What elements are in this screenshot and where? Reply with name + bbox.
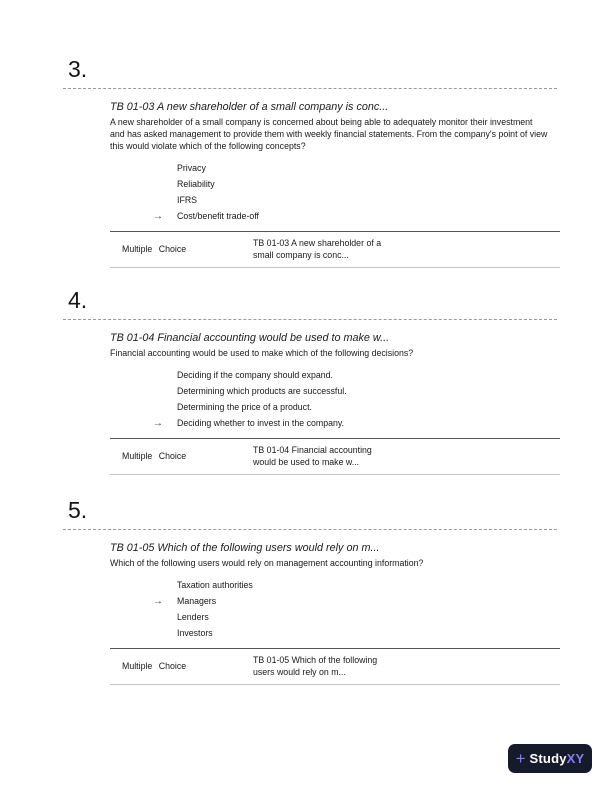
logo-brand-text xyxy=(530,751,585,766)
question-content xyxy=(110,332,560,475)
question-number: 3. xyxy=(68,56,88,82)
question-ref-line: TB 01-05 Which of the following xyxy=(253,655,378,665)
question-body-line: and has asked management to provide them with weekly financial statements. From the company's point of view xyxy=(110,129,548,139)
option-label: Determining the price of a product. xyxy=(177,402,312,412)
question-type-cell: Multiple Choice xyxy=(122,661,187,671)
option-row xyxy=(110,176,560,192)
correct-answer-arrow-icon: → xyxy=(153,595,163,607)
question-type-cell: Multiple Choice xyxy=(122,451,187,461)
section-divider xyxy=(63,529,557,530)
question-meta-table xyxy=(110,231,560,268)
question-ref-cell xyxy=(253,654,377,678)
question-ref-line: would be used to make w... xyxy=(253,457,360,467)
logo-brand-study: Study xyxy=(529,751,567,766)
question-meta-table xyxy=(110,648,560,685)
question-ref-cell xyxy=(253,444,372,468)
question-section xyxy=(0,56,612,268)
question-ref-line: small company is conc... xyxy=(253,250,349,260)
option-row xyxy=(110,367,560,383)
options-list xyxy=(110,367,560,431)
question-title: TB 01-04 Financial accounting would be used to make w... xyxy=(110,332,390,344)
question-ref-line: users would rely on m... xyxy=(253,667,346,677)
question-content xyxy=(110,101,560,268)
options-list xyxy=(110,577,560,641)
question-body-line: this would violate which of the following concepts? xyxy=(110,141,306,151)
correct-answer-arrow-icon: → xyxy=(153,417,163,429)
question-body xyxy=(110,557,560,569)
option-label: Investors xyxy=(177,628,213,638)
option-row xyxy=(110,625,560,641)
option-label: IFRS xyxy=(177,195,198,205)
option-label: Managers xyxy=(177,596,217,606)
question-title: TB 01-03 A new shareholder of a small company is conc... xyxy=(110,101,389,113)
question-body xyxy=(110,347,560,359)
section-divider xyxy=(63,319,557,320)
option-label: Deciding if the company should expand. xyxy=(177,370,333,380)
question-content xyxy=(110,542,560,685)
question-title: TB 01-05 Which of the following users would rely on m... xyxy=(110,542,380,554)
option-label: Taxation authorities xyxy=(177,580,253,590)
question-number: 4. xyxy=(68,287,88,313)
option-label: Lenders xyxy=(177,612,209,622)
option-label: Deciding whether to invest in the company. xyxy=(177,418,345,428)
logo-brand-xy: XY xyxy=(566,751,585,766)
question-body xyxy=(110,116,560,152)
option-row xyxy=(110,383,560,399)
option-label: Reliability xyxy=(177,179,215,189)
question-body-line: Financial accounting would be used to make which of the following decisions? xyxy=(110,348,414,358)
question-number: 5. xyxy=(68,497,88,523)
studyxy-logo xyxy=(508,744,592,773)
option-row xyxy=(110,208,560,224)
option-row xyxy=(110,593,560,609)
option-row xyxy=(110,415,560,431)
question-section xyxy=(0,497,612,685)
question-section xyxy=(0,287,612,475)
options-list xyxy=(110,160,560,224)
question-body-line: Which of the following users would rely on management accounting information? xyxy=(110,558,424,568)
section-divider xyxy=(63,88,557,89)
question-ref-line: TB 01-04 Financial accounting xyxy=(253,445,372,455)
question-body-line: A new shareholder of a small company is concerned about being able to adequately monitor their investment xyxy=(110,117,533,127)
question-ref-line: TB 01-03 A new shareholder of a xyxy=(253,238,382,248)
question-meta-table xyxy=(110,438,560,475)
option-row xyxy=(110,609,560,625)
option-row xyxy=(110,399,560,415)
correct-answer-arrow-icon: → xyxy=(153,210,163,222)
option-label: Determining which products are successful. xyxy=(177,386,347,396)
option-label: Cost/benefit trade-off xyxy=(177,211,259,221)
question-ref-cell xyxy=(253,237,381,261)
option-row xyxy=(110,192,560,208)
option-label: Privacy xyxy=(177,163,206,173)
question-type-cell: Multiple Choice xyxy=(122,244,187,254)
option-row xyxy=(110,577,560,593)
plus-icon: + xyxy=(515,748,526,768)
option-row xyxy=(110,160,560,176)
